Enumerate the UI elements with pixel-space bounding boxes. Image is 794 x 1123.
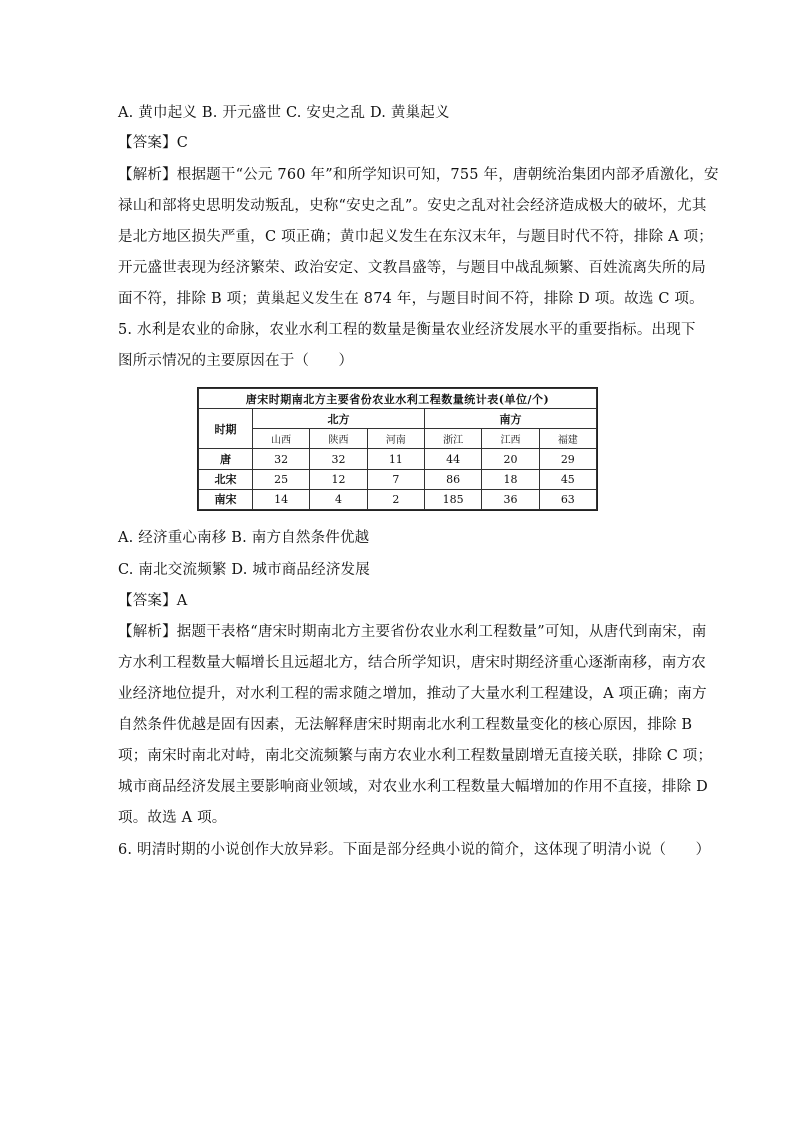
table-cell: 185: [424, 489, 481, 509]
period-cell: 唐: [199, 449, 253, 469]
table-cell: 32: [310, 449, 367, 469]
table-cell: 44: [424, 449, 481, 469]
q4-analysis-line: 面不符，排除 B 项；黄巢起义发生在 874 年，与题目时间不符，排除 D 项。故选 C 项。: [118, 291, 704, 307]
table-caption: 唐宋时期南北方主要省份农业水利工程数量统计表(单位/个): [199, 389, 597, 409]
table-cell: 36: [482, 489, 539, 509]
q4-options: A. 黄巾起义 B. 开元盛世 C. 安史之乱 D. 黄巢起义: [118, 105, 450, 121]
q5-analysis-line: 项。故选 A 项。: [118, 810, 227, 826]
table-cell: 25: [253, 469, 310, 489]
province-header: 陕西: [310, 429, 367, 449]
q6-stem: 6. 明清时期的小说创作大放异彩。下面是部分经典小说的简介，这体现了明清小说（ ）: [118, 842, 711, 858]
q5-options-line: C. 南北交流频繁 D. 城市商品经济发展: [118, 562, 370, 578]
q5-analysis-line: 业经济地位提升，对水利工程的需求随之增加，推动了大量水利工程建设，A 项正确；南方: [118, 686, 707, 702]
table-cell: 29: [539, 449, 596, 469]
q5-analysis-line: 城市商品经济发展主要影响商业领域，对农业水利工程数量大幅增加的作用不直接，排除 D: [118, 779, 708, 795]
table-cell: 32: [253, 449, 310, 469]
table-row: [199, 489, 597, 509]
q5-analysis-line: 项；南宋时南北对峙，南北交流频繁与南方农业水利工程数量剧增无直接关联，排除 C 项；: [118, 748, 713, 764]
q5-options-line: A. 经济重心南移 B. 南方自然条件优越: [118, 530, 370, 546]
q4-analysis-line: 【解析】根据题干“公元 760 年”和所学知识可知，755 年，唐朝统治集团内部矛盾激化，安: [118, 167, 719, 183]
table-cell: 2: [367, 489, 424, 509]
table-row: [199, 449, 597, 469]
table-cell: 45: [539, 469, 596, 489]
table-cell: 20: [482, 449, 539, 469]
south-header: 南方: [424, 409, 596, 429]
period-cell: 北宋: [199, 469, 253, 489]
province-header: 河南: [367, 429, 424, 449]
q4-answer: 【答案】C: [118, 135, 189, 151]
q5-analysis-line: 自然条件优越是固有因素，无法解释唐宋时期南北水利工程数量变化的核心原因，排除 B: [118, 717, 693, 733]
period-cell: 南宋: [199, 489, 253, 509]
table-cell: 63: [539, 489, 596, 509]
q5-analysis-line: 【解析】据题干表格“唐宋时期南北方主要省份农业水利工程数量”可知，从唐代到南宋，南: [118, 624, 707, 640]
table-cell: 14: [253, 489, 310, 509]
q5-analysis-line: 方水利工程数量大幅增长且远超北方，结合所学知识，唐宋时期经济重心逐渐南移，南方农: [118, 655, 706, 671]
q4-analysis-line: 是北方地区损失严重，C 项正确；黄巾起义发生在东汉末年，与题目时代不符，排除 A 项；: [118, 229, 713, 245]
province-header: 福建: [539, 429, 596, 449]
province-header: 江西: [482, 429, 539, 449]
q5-stem-line: 5. 水利是农业的命脉，农业水利工程的数量是衡量农业经济发展水平的重要指标。出现下: [118, 322, 696, 338]
table-cell: 4: [310, 489, 367, 509]
period-header: 时期: [199, 409, 253, 449]
north-header: 北方: [253, 409, 425, 429]
table-cell: 7: [367, 469, 424, 489]
province-header: 浙江: [424, 429, 481, 449]
statistics-table: [197, 387, 598, 511]
q4-analysis-line: 开元盛世表现为经济繁荣、政治安定、文教昌盛等，与题目中战乱频繁、百姓流离失所的局: [118, 260, 706, 276]
q4-analysis-line: 禄山和部将史思明发动叛乱，史称“安史之乱”。安史之乱对社会经济造成极大的破坏，尤其: [118, 198, 707, 214]
q5-answer: 【答案】A: [118, 593, 188, 609]
q5-stem-line: 图所示情况的主要原因在于（ ）: [118, 353, 354, 369]
table-cell: 18: [482, 469, 539, 489]
table-cell: 11: [367, 449, 424, 469]
table-cell: 86: [424, 469, 481, 489]
table-cell: 12: [310, 469, 367, 489]
province-header: 山西: [253, 429, 310, 449]
table-row: [199, 469, 597, 489]
